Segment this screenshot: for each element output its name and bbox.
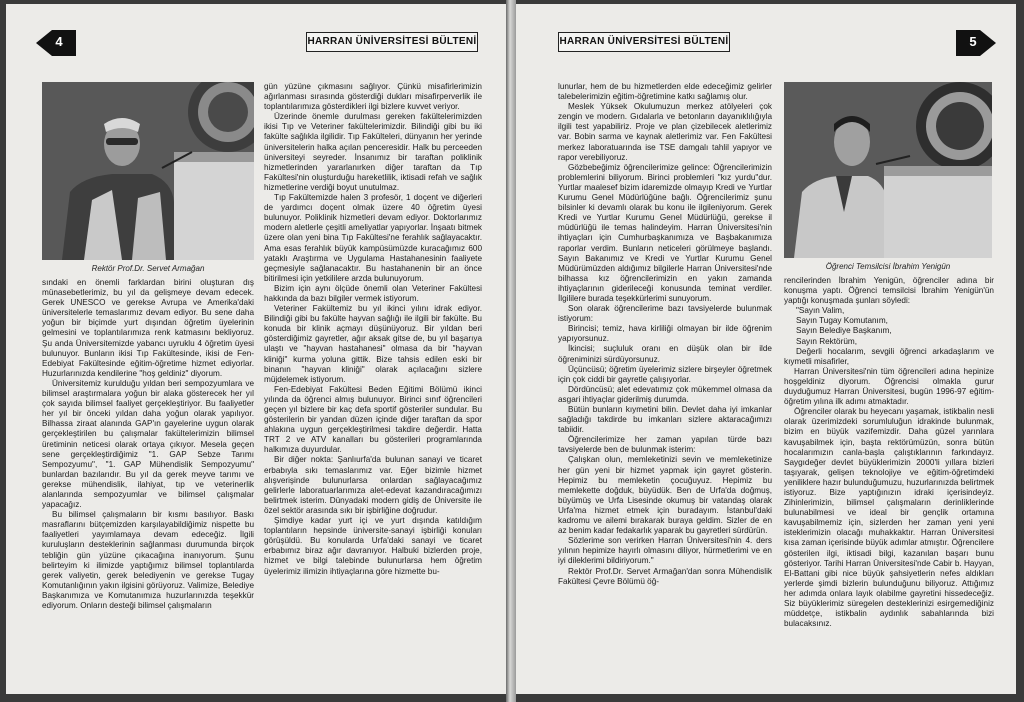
paragraph: Birincisi; temiz, hava kirliliği olmayan bir ilde öğrenim yapıyorsunuz. (558, 324, 772, 344)
paragraph: Gözbebeğimiz öğrencilerimize gelince: Öğrencilerimizin problemlerini biliyorum. Birinci problemleri "kız yurdu"dur. Yurtlar maalesef bizim idaremizde olmayıp Kredi ve Yurtlar Kurumu Genel Müdürlüğüne bağlı. Öğrencilerimiz şunu bilsinler ki devamlı olarak bu konu ile ilgileniyorum. Gerek Kredi ve Yurtlar Kurumu Genel Müdürlüğü, gerekse il müdürlüğü ile temas halindeyim. Harran Üniversitesi'nin ihtiyaçları için Cumhurbaşkanımıza ve Başbakanımıza raporlar verdim. Bunların neticeleri görülmeye başlandı. Sayın Bakanımız ve Kredi ve Yurtlar Kurumu Genel Müdürümüzden aldığımız bilgilerle Harran Üniversitesi'nde bilhassa kız öğrencilerimizin en yakın zamanda ihtiyaçlarının giderileceği konusunda teminat verdiler. İlgililere burada teşekkürlerimi sunuyorum. (558, 162, 772, 303)
photo-caption-student: Öğrenci Temsilcisi İbrahim Yenigün (825, 262, 951, 271)
paragraph: rencilerinden İbrahim Yenigün, öğrenciler adına bir konuşma yaptı. Öğrenci temsilcisi İbrahim Yenigün'ün yaptığı konuşmada şunları söyledi: (784, 276, 994, 306)
paragraph: Dördüncüsü; alet edevatımız çok mükemmel olmasa da asgari ihtiyaçlar giderilmiş durumda. (558, 384, 772, 404)
paragraph: Şimdiye kadar yurt içi ve yurt dışında katıldığım toplantıların hepsinde üniversite-sanayi işbirliği konuları görüşüldü. Bu konularda Urfa'daki sanayi ve ticaret erbabımız biraz ağır davranıyor. Halbuki bizlerden proje, hizmet ve bilgi talebinde bulunurlarsa hem öğretim üyelerimiz ilimizin ihtiyaçlarına göre hizmette bu- (264, 516, 482, 576)
bulletin-header: HARRAN ÜNİVERSİTESİ BÜLTENİ (558, 32, 730, 52)
paragraph: Fen-Edebiyat Fakültesi Beden Eğitimi Bölümü ikinci yılında da öğrenci almış bulunuyor. Birinci sınıf öğrencileri geçen yıl bizlere bir kaç defa sportif gösteriler sundular. Bu gösterilerin bir yandan düzen içinde diğer taraftan da spor ahlakına uygun gerçekleştirilmesi takdire değerdir. Hatta TRT 2 ve ATV kanalları bu gösterileri programlarında halkımıza duyurdular. (264, 384, 482, 455)
paragraph: Veteriner Fakültemiz bu yıl ikinci yılını idrak ediyor. Bilindiği gibi bu fakülte hayvan sağlığı ile ilgili bir fakülte. Bu konuda bir klinik açmayı düşünüyoruz. Bir yıldan beri gösterdiğimiz gayretler, ağır aksak gitse de, bu yıl başarıya ulaştı ve "hayvan hastahanesi" olmasa da bir "hayvan kliniği" kurma yoluna gittik. Bize tahsis edilen eski bir binanın "hayvan kliniği" olarak açılacağını sizlere müjdelemek istiyorum. (264, 304, 482, 384)
salutation-line: Değerli hocalarım, sevgili öğrenci arkadaşlarım ve kıymetli misafirler, (784, 346, 994, 366)
paragraph: Harran Üniversitesi'nin tüm öğrencileri adına hepinize hoşgeldiniz diyorum. Öğrencisi olmakla gurur duyduğumuz Harran Üniversitesi, bugün 1996-97 eğitim-öğretim yılına ilk adımı atmaktadır. (784, 366, 994, 407)
paragraph: Üzerinde önemle durulması gereken fakültelerimizden ikisi Tıp ve Veteriner fakültelerimizdir. Bilindiği gibi bu iki fakülte sağlıkla ilgilidir. Tıp Fakülteleri, dünyanın her yerinde üniversitelerin halka açılan penceresidir. Halk bu perceeden üniversiteyi seyreder. İnsanımız bir taraftan poliklinik hizmetlerinden yararlanırken diğer taraftan da Tıp Fakültesi'nin oluşturduğu hareketlilik, iktisadi refah ve sağlık hizmetlerine verdiği boyut unutulmaz. (264, 112, 482, 192)
paragraph: Rektör Prof.Dr. Servet Armağan'dan sonra Mühendislik Fakültesi Çevre Bölümü öğ- (558, 566, 772, 586)
paragraph: Bu bilimsel çalışmaların bir kısmı basılıyor. Baskı masraflarını bütçemizden karşılayabildiğimiz nispette bu faaliyetleri yayımlamaya devam edeceğiz. İlgili kuruluşların desteklerinin sağlanması durumunda birçok tebliğin gün yüzüne çıkacağına inanıyorum. Şunu belirteyim ki ilimizde yaptığımız bilimsel toplantılarda gerek valiyetin, gerek belediyenin ve gerekse Tugay Komutanlığının yakın ilgisini görüyoruz. Valimize, Belediye Başkanımıza ve Komutanımıza huzurlarınızda teşekkür ediyorum. Onların desteği bilimsel çalışmaların (42, 510, 254, 610)
paragraph: Tıp Fakültemizde halen 3 profesör, 1 doçent ve diğerleri de yardımcı doçent olmak üzere 40 öğretim üyesi bulunuyor. Poliklinik hizmetleri devam ediyor. Doktorlarımız modern aletlerle çeşitli ameliyatlar yapıyorlar. İnşaatı bitmek üzere olan yeni bina Tıp Fakültesi'ne ferahlık sağlayacaktır. Ama esas ferahlık büyük kampüsümüzde kuracağımız 600 yataklı Araştırma ve Uygulama Hastahanesinin faaliyete geçmesiyle sağlanacaktır. Bu hastahanenin bir an önce bitirilmesi için yetkililere arzda bulunuyorum. (264, 193, 482, 283)
paragraph: Bütün bunların kıymetini bilin. Devlet daha iyi imkanlar sağladığı takdirde bu imkanları sizlere aktaracağımızı tabiidir. (558, 405, 772, 435)
paragraph: lunurlar, hem de bu hizmetlerden elde edeceğimiz gelirler talebelerimizin eğitim-öğretimine katkı sağlamış olur. (558, 82, 772, 102)
rector-photo (42, 82, 254, 260)
paragraph: sındaki en önemli farklardan birini oluşturan dış münasebetlerimiz, bu yıl da gelişmeye devam edecek. Gerek UNESCO ve gerekse Avrupa ve Amerika'daki üniversitelerle temaslarımız devam ediyor. Bu sene daha yoğun bir biçimde yurt dışından öğretim üyelerinin gelmesini ve toplantılarımıza renk katmasını bekliyoruz. Şu anda Üniversitemizde yabancı uyruklu 4 öğretim üyesi bulunuyor. Bunların ikisi Tıp Fakültesinde, ikisi de Fen-Edebiyat Fakültesinde eğitim-öğretime hizmet ediyorlar. Huzurlarınızda kendilerine "hoş geldiniz" diyorum. (42, 278, 254, 378)
page-number-marker-left (36, 30, 76, 56)
bulletin-header: HARRAN ÜNİVERSİTESİ BÜLTENİ (306, 32, 478, 52)
salutation-line: Sayın Rektörüm, (796, 336, 857, 346)
page-number-marker-right (956, 30, 996, 56)
student-photo (784, 82, 992, 258)
left-column-1 (42, 278, 254, 611)
paragraph: Öğrenciler olarak bu heyecanı yaşamak, istikbalin nesli olarak üzerimizdeki sorumluluğun idrakinde bulunmak, bizim en büyük vazifemizdir. Daha güzel yarınlara kavuşabilmek için, başta rektörümüzün, sonra bütün hocalarımızın canla-başla çalıştıklarının farkındayız. Saygıdeğer devlet büyüklerimizin 2000'li yıllara bizleri taşıyarak, gelişen teknolojiye ve eğitim-öğretimdeki yeniliklere hazır bulunduğumuzu, huzurlarınızda belirtmek istiyoruz. Bize yaptığınızın idraki içerisindeyiz. Zihinlerimizin, bilimsel çalışmaların derinliklerinde bulunabilmesi ve ideal bir gençlik ortamına kavuşabilmemiz için, sizlerden her zaman yeni yeni isteklerimizin olacağı muhakkaktır. Harran Üniversitesi kısa zaman içerisinde büyük adımlar atmıştır. Öğrencilere gösterilen ilgi, iktisadi bilgi, kazanılan başarı bunu gösteriyor. Tarihi Harran Üniversitesi'nde Cabir b. Hayyan, El-Battani gibi nice büyük şahsiyetlerin nefes aldıkları yerlerde şimdi bizlerin bulunduğunu biliyoruz. Attığımız her adımda onlara layık olabilme gayretini hissedeceğiz. Siz büyüklerimiz süregelen desteklerinizi esirgemediğiniz müddetçe, istikbalin aydınlık sabahlarında bizi bulacaksınız. (784, 407, 994, 629)
photo-caption-rector: Rektör Prof.Dr. Servet Armağan (91, 264, 205, 273)
left-column-2 (264, 82, 482, 577)
page-gutter (506, 0, 516, 702)
page-number: 5 (969, 34, 977, 49)
right-column-2 (784, 276, 994, 629)
right-page (516, 4, 1016, 694)
right-column-1 (558, 82, 772, 587)
paragraph: Son olarak öğrencilerime bazı tavsiyelerde bulunmak istiyorum: (558, 304, 772, 324)
paragraph: Üniversitemiz kurulduğu yıldan beri sempozyumlara ve bilimsel araştırmalara yoğun bir alaka gösterecek her yıl çok sayıda bilimsel faaliyet gerçekleştiriyor. Bu faaliyetler her yıl bir önceki yıldan daha yoğun olarak yapılıyor. Bilhassa ziraat alanında GAP'ın gayelerine uygun olarak gerçekleştirilen bu çalışmalar fakültelerimizin bilimsel üretiminin neticesi olarak ortaya çıkıyor. Mesela geçen sene gerçekleştirdiğimiz "1. GAP Sebze Tarımı Sempozyumu", "1. GAP Mühendislik Sempozyumu" bunlardan bazılarıdır. Bu yıl da gerek meyve tarımı ve gerekse mühendislik, ilahiyat, tıp ve veterinerlik alanlarında sempozyumlar ve bilimsel çalışmalar yapacağız. (42, 378, 254, 510)
paragraph: Bir diğer nokta: Şanlıurfa'da bulunan sanayi ve ticaret erbabıyla sıkı temaslarımız var. Eğer bizimle hizmet alışverişinde bulunurlarsa onlardan sağlayacağımız gelirlerle laboratuarlarımıza alet-edevat kazandıracağımızı belirtmek isterim. Dünyadaki modern gidiş de Üniversite ile özel sektör arasında sıkı bir işbirliğine doğrudur. (264, 455, 482, 515)
page-number: 4 (55, 34, 63, 49)
paragraph: Bizim için aynı ölçüde önemli olan Veteriner Fakültesi hakkında da bazı bilgiler vermek istiyorum. (264, 283, 482, 303)
salutation-line: Sayın Tugay Komutanım, (796, 316, 888, 326)
left-page (6, 4, 506, 694)
paragraph: Çalışkan olun, memleketinizi sevin ve memleketinize her gün yeni bir hizmet yapmak için gayret gösterin. Hepimiz bu memleketin çocuğuyuz. Hepimiz bu memlekette doğduk, büyüdük. Ben de Urfa'da doğmuş, büyümüş ve Urfa Lisesinde okumuş bir vatandaş olarak Urfa'ma hizmet etmek için buradayım. İstanbul'daki kadromu ve ailemi bırakarak buraya geldim. Sizler de en az benim kadar fedakarlık yaparak bu gayretleri sürdürün. (558, 455, 772, 536)
paragraph: gün yüzüne çıkmasını sağlıyor. Çünkü misafirlerimizin ağırlanması sırasında gösterdiği dukları misafirperverlik ile toplantılarımıza gösterdikleri ilgi bizlere kuvvet veriyor. (264, 82, 482, 112)
paragraph: Sözlerime son verirken Harran Üniversitesi'nin 4. ders yılının hepimize hayırlı olmasını diliyor, hürmetlerimi ve en iyi dileklerimi bildiriyorum." (558, 536, 772, 566)
paragraph: Meslek Yüksek Okulumuzun merkez atölyeleri çok zengin ve modern. Gıdalarla ve betonların dayanıklılığıyla ilgili test yapabiliriz. Proje ve plan çizebilecek aletlerimiz var. Bobin sarma ve kaynak aletlerimiz var. Fen Fakültesi merkez laboratuarında ise TSE damgalı tahlil yapıyor ve rapor verebiliyoruz. (558, 102, 772, 162)
salutation-line: "Sayın Valim, (796, 306, 845, 316)
paragraph: Üçüncüsü; öğretim üyelerimiz sizlere birşeyler öğretmek için çok ciddi bir gayretle çalışıyorlar. (558, 364, 772, 384)
paragraph: Öğrencilerimize her zaman yapılan türde bazı tavsiyelerde ben de bulunmak isterim: (558, 435, 772, 455)
paragraph: İkincisi; suçluluk oranı en düşük olan bir ilde öğreniminizi sürdüyorsunuz. (558, 344, 772, 364)
salutation-line: Sayın Belediye Başkanım, (796, 326, 892, 336)
